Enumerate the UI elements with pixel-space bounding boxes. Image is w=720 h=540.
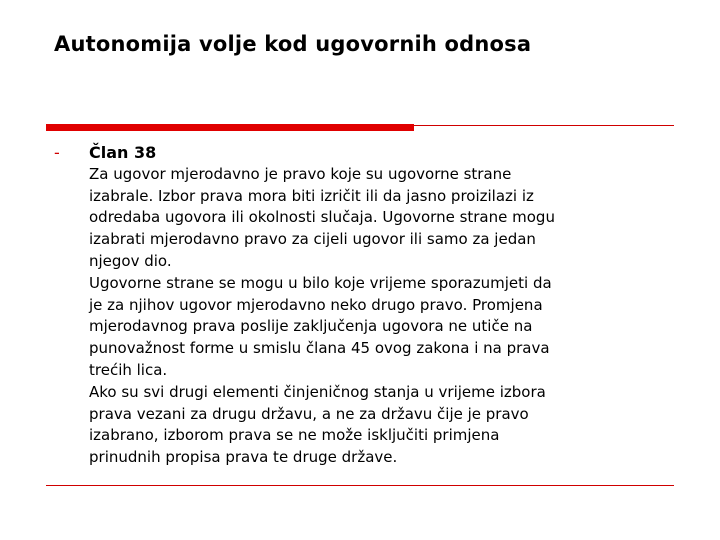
body-line: izabrale. Izbor prava mora biti izričit ili da jasno proizilazi iz: [89, 186, 534, 205]
body-line: odredaba ugovora ili okolnosti slučaja. Ugovorne strane mogu: [89, 208, 555, 227]
body-line: mjerodavnog prava poslije zaključenja ugovora ne utiče na: [89, 317, 533, 336]
body-line: je za njihov ugovor mjerodavno neko drugo pravo. Promjena: [89, 295, 543, 314]
body-line: prinudnih propisa prava te druge države.: [89, 448, 398, 467]
body-line: njegov dio.: [89, 251, 172, 270]
body-line: Za ugovor mjerodavno je pravo koje su ugovorne strane: [89, 164, 512, 183]
bottom-divider: [46, 485, 674, 486]
body-line: izabrano, izborom prava se ne može isključiti primjena: [89, 426, 500, 445]
bullet-marker: -: [54, 143, 60, 162]
body-line: prava vezani za drugu državu, a ne za državu čije je pravo: [89, 404, 529, 423]
body-line: trećih lica.: [89, 360, 168, 379]
body-line: Ako su svi drugi elementi činjeničnog stanja u vrijeme izbora: [89, 382, 546, 401]
body-line: Ugovorne strane se mogu u bilo koje vrijeme sporazumjeti da: [89, 273, 552, 292]
article-heading: Član 38: [89, 143, 157, 162]
title-accent-bar: [46, 124, 414, 131]
article-body: [89, 142, 659, 469]
slide-title: Autonomija volje kod ugovornih odnosa: [54, 32, 532, 56]
body-line: izabrati mjerodavno pravo za cijeli ugovor ili samo za jedan: [89, 230, 536, 249]
body-line: punovažnost forme u smislu člana 45 ovog zakona i na prava: [89, 339, 550, 358]
